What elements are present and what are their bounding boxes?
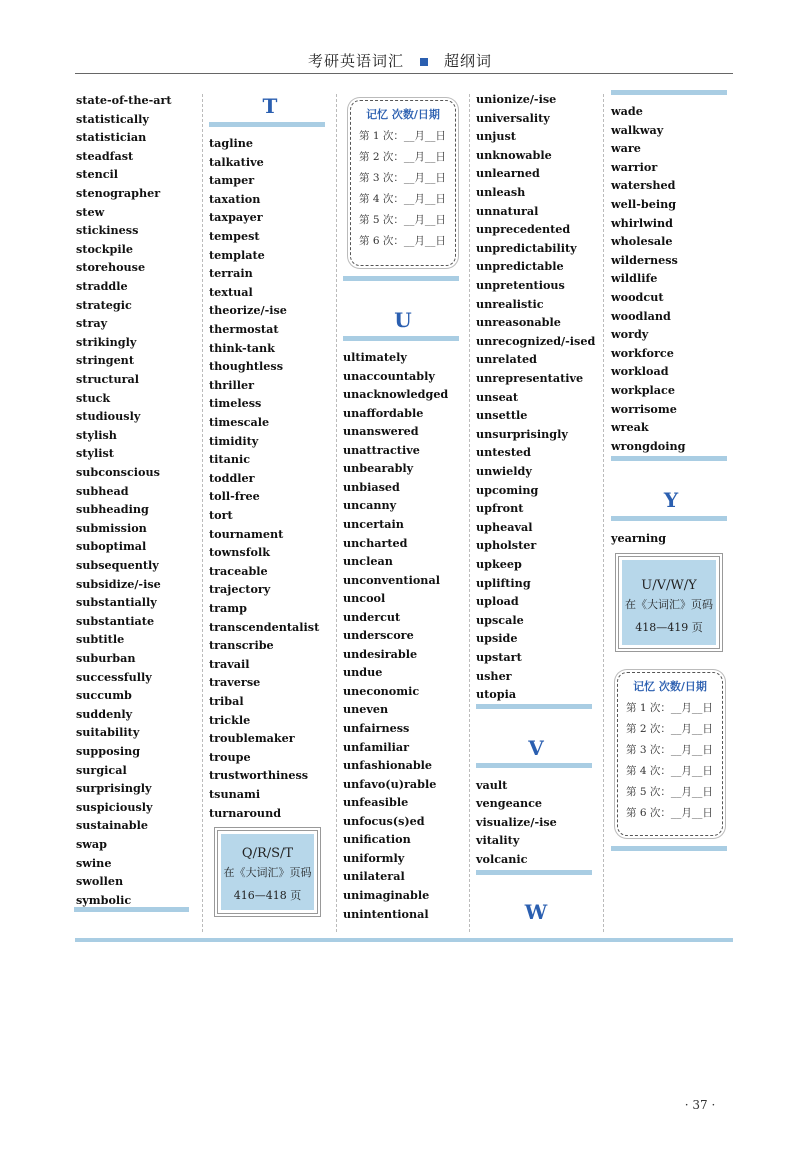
vocab-word: wrongdoing [611, 438, 686, 453]
vocab-word: usher [476, 668, 512, 683]
vocab-word: unlearned [476, 166, 540, 181]
vocab-word: upheaval [476, 519, 533, 534]
vocab-word: unjust [476, 129, 516, 144]
vocab-word: trajectory [209, 582, 271, 597]
vocab-word: troublemaker [209, 731, 295, 746]
memory-log-title: 记忆 次数/日期 [366, 108, 440, 121]
vocab-word: stockpile [76, 241, 133, 256]
vocab-word: thermostat [209, 322, 279, 336]
vocab-word: traverse [209, 675, 261, 690]
vocab-word: unrealistic [476, 296, 544, 311]
memory-log-row: 第 4 次：__月__日 [626, 765, 713, 777]
vocab-word: volcanic [476, 851, 528, 866]
vocab-word: timeless [209, 396, 262, 411]
vocab-word: tournament [209, 526, 284, 541]
vocab-word: storehouse [76, 260, 146, 275]
vocab-word: swap [76, 837, 108, 851]
ref-text: 在《大词汇》页码 [625, 598, 713, 611]
vocab-word: studiously [76, 409, 141, 424]
vocab-word: unbearably [343, 461, 414, 476]
vocab-word: unpretentious [476, 278, 565, 292]
vocab-word: suboptimal [76, 539, 147, 554]
vocab-word: uncanny [343, 498, 397, 513]
vocab-word: suitability [76, 725, 140, 740]
vocab-word: trustworthiness [209, 768, 309, 783]
vocab-word: undesirable [343, 646, 418, 661]
vocab-word: symbolic [76, 892, 132, 907]
memory-log-box [617, 672, 723, 836]
memory-log-row: 第 6 次：__月__日 [626, 807, 713, 819]
vocab-word: structural [76, 372, 140, 386]
vocab-word: suburban [76, 651, 136, 665]
vocab-word: wildlife [611, 271, 658, 286]
vocab-word: underscore [343, 628, 414, 643]
vocab-word: submission [76, 520, 147, 535]
vocab-word: unfeasible [343, 795, 409, 810]
vocab-word: warrior [611, 159, 658, 174]
memory-log-row: 第 3 次：__月__日 [359, 172, 446, 184]
vocab-word: unimaginable [343, 887, 430, 902]
vocab-word: unpredictable [476, 259, 564, 274]
memory-log-row: 第 4 次：__月__日 [359, 193, 446, 205]
vocab-word: trickle [209, 712, 251, 727]
vocab-word: transcendentalist [209, 619, 320, 634]
vocab-word: tort [209, 508, 233, 522]
section-end-bar [611, 456, 727, 461]
ref-letters: U/V/W/Y [641, 578, 697, 593]
vocab-word: unification [343, 832, 411, 847]
vocab-word: unsurprisingly [476, 426, 568, 441]
vocab-word: vengeance [476, 796, 543, 811]
vocab-word: unfairness [343, 721, 410, 735]
vocab-word: surprisingly [76, 781, 152, 796]
vocab-word: uncool [343, 591, 386, 606]
vocab-word: terrain [209, 266, 253, 281]
vocab-word: upholster [476, 538, 537, 553]
page-number: · 37 · [684, 1098, 716, 1112]
vocab-word: tagline [209, 136, 253, 150]
vocab-word: stickiness [76, 223, 139, 238]
vocab-word: uncertain [343, 516, 404, 531]
vocab-word: stencil [76, 167, 119, 182]
vocab-word: titanic [209, 452, 251, 467]
vocab-word: unrelated [476, 352, 537, 367]
header-section-title: 超纲词 [444, 52, 493, 70]
vocab-word: substantially [76, 595, 157, 610]
vocab-word: wilderness [611, 252, 678, 267]
vocab-word: unrepresentative [476, 371, 584, 385]
vocab-word: tsunami [209, 787, 261, 801]
vocab-word: transcribe [209, 638, 274, 653]
vocab-word: state-of-the-art [76, 93, 172, 107]
section-end-bar [476, 704, 592, 709]
memory-log-row: 第 6 次：__月__日 [359, 235, 446, 247]
memory-log-row: 第 2 次：__月__日 [359, 151, 446, 163]
vocab-word: unseat [476, 389, 519, 404]
vocab-word: tempest [209, 229, 260, 243]
vocab-word: thoughtless [209, 359, 283, 374]
vocab-word: subsequently [76, 558, 159, 572]
vocab-word: whirlwind [611, 215, 673, 230]
vocab-word: unattractive [343, 442, 420, 457]
vocab-word: swine [76, 855, 112, 870]
memory-log-row: 第 1 次：__月__日 [626, 702, 713, 714]
section-letter-w: W [524, 900, 548, 924]
ref-pages: 416—418 页 [233, 889, 302, 902]
page-reference-box-qrst [221, 834, 314, 910]
vocab-word: subheading [76, 502, 149, 517]
vocab-word: theorize/-ise [209, 303, 287, 318]
vocab-word: swollen [76, 874, 124, 889]
vocab-word: upstart [476, 650, 522, 664]
vocab-word: stray [76, 316, 108, 331]
section-letter-bar [611, 516, 727, 521]
vocab-word: unfashionable [343, 758, 433, 773]
vocab-word: undue [343, 665, 383, 680]
memory-log-row: 第 1 次：__月__日 [359, 130, 446, 142]
vocab-word: upfront [476, 501, 524, 516]
vocab-word: uplifting [476, 575, 531, 590]
vocab-word: stew [76, 204, 105, 219]
vocab-word: well-being [611, 197, 677, 211]
vocab-word: think-tank [209, 340, 275, 355]
vocab-word: workload [611, 364, 669, 379]
vocab-word: stenographer [76, 186, 161, 200]
vocab-word: townsfolk [209, 545, 270, 560]
vocab-word: timescale [209, 415, 270, 429]
vocab-word: unclean [343, 554, 393, 569]
vocab-word: surgical [76, 762, 127, 777]
vocab-word: visualize/-ise [476, 814, 557, 829]
section-end-bar [343, 276, 459, 281]
vocab-word: unpredictability [476, 240, 577, 255]
vocab-word: stringent [76, 353, 134, 368]
vocab-word: unbiased [343, 479, 400, 494]
vocab-word: uniformly [343, 850, 405, 865]
vocab-word: taxation [209, 191, 261, 206]
vocab-word: worrisome [611, 401, 677, 416]
memory-log-row: 第 2 次：__月__日 [626, 723, 713, 735]
vocab-word: uneconomic [343, 683, 420, 698]
square-bullet-icon [420, 58, 428, 66]
vocab-word: unanswered [343, 424, 419, 439]
vocab-word: tramp [209, 601, 247, 615]
section-letter-bar [343, 336, 459, 341]
vocab-word: unaccountably [343, 368, 435, 383]
ref-pages: 418—419 页 [635, 621, 703, 634]
vocab-word: travail [209, 656, 250, 671]
vocab-word: yearning [611, 531, 667, 545]
section-end-bar [476, 870, 592, 875]
memory-log-row: 第 3 次：__月__日 [626, 744, 713, 756]
section-letter-t: T [262, 94, 278, 118]
vocab-word: upkeep [476, 557, 522, 571]
section-letter-bar [209, 122, 325, 127]
vocab-word: ware [611, 141, 641, 156]
vocab-word: untested [476, 445, 531, 460]
section-end-bar [74, 907, 189, 912]
vocab-word: subtitle [76, 632, 125, 647]
vocab-word: uneven [343, 702, 389, 717]
bottom-rule [75, 938, 733, 942]
vocab-word: straddle [76, 279, 128, 293]
memory-log-box [350, 100, 456, 266]
vocab-word: taxpayer [209, 210, 263, 225]
vocab-word: woodland [611, 308, 671, 323]
vocab-word: succumb [76, 688, 132, 703]
vocab-word: unleash [476, 185, 526, 199]
vocab-word: textual [209, 284, 253, 299]
vocab-word: unsettle [476, 408, 528, 423]
vocab-word: utopia [476, 687, 517, 702]
vocab-word: watershed [611, 178, 676, 193]
vocab-word: turnaround [209, 805, 282, 820]
section-letter-u: U [394, 308, 412, 332]
vocab-word: upcoming [476, 482, 539, 497]
vocab-word: workforce [611, 345, 674, 360]
vocab-word: suddenly [76, 706, 133, 721]
vocab-word: workplace [611, 383, 675, 397]
vocab-word: upside [476, 631, 518, 646]
header-rule [75, 73, 733, 74]
vocab-word: subconscious [76, 465, 160, 479]
vocab-word: upload [476, 594, 519, 609]
header-book-title: 考研英语词汇 [307, 52, 404, 70]
vocab-word: statistician [76, 130, 147, 145]
vocab-word: toll-free [209, 489, 260, 504]
vocab-word: stylish [76, 427, 117, 442]
vocab-word: unionize/-ise [476, 92, 557, 106]
vocab-word: wreak [611, 420, 649, 435]
vocab-word: thriller [209, 377, 254, 392]
vocab-word: strikingly [76, 334, 137, 349]
vocab-word: stylist [76, 446, 114, 461]
vocab-word: unnatural [476, 203, 539, 218]
vocab-word: substantiate [76, 613, 155, 628]
page-header [0, 50, 800, 70]
vocab-word: unfocus(s)ed [343, 813, 425, 828]
vocab-word: undercut [343, 609, 401, 624]
vocab-word: unknowable [476, 147, 552, 162]
vocab-word: talkative [209, 154, 264, 169]
vocab-word: subsidize/-ise [76, 576, 161, 591]
vocab-word: unaffordable [343, 405, 424, 420]
vocab-word: unacknowledged [343, 387, 449, 402]
vocab-word: wordy [611, 327, 649, 342]
section-end-bar [611, 846, 727, 851]
vocab-word: unconventional [343, 572, 440, 587]
vocab-word: troupe [209, 749, 251, 764]
vocab-word: universality [476, 110, 550, 125]
section-letter-y: Y [663, 488, 679, 512]
vocab-word: tamper [209, 173, 255, 188]
vocab-word: suspiciously [76, 799, 153, 814]
vocab-word: unilateral [343, 869, 405, 884]
vocab-word: unrecognized/-ised [476, 333, 596, 348]
vocab-word: strategic [76, 297, 132, 312]
vocab-word: vitality [476, 833, 520, 848]
vocab-word: sustainable [76, 818, 148, 833]
vocab-word: supposing [76, 744, 141, 758]
vocab-word: walkway [611, 122, 664, 137]
vocab-word: unintentional [343, 906, 429, 921]
section-top-bar [611, 90, 727, 95]
vocab-word: steadfast [76, 148, 134, 163]
vocab-word: traceable [209, 563, 268, 578]
vocab-word: tribal [209, 694, 244, 708]
vocab-word: woodcut [611, 290, 664, 304]
vocab-word: wade [611, 104, 643, 118]
ref-text: 在《大词汇》页码 [223, 866, 312, 879]
vocab-word: toddler [209, 470, 255, 485]
vocab-word: subhead [76, 483, 129, 498]
memory-log-row: 第 5 次：__月__日 [359, 214, 446, 226]
vocab-word: stuck [76, 390, 111, 405]
vocab-word: wholesale [611, 234, 673, 249]
vocab-word: successfully [76, 669, 152, 684]
vocab-word: timidity [209, 433, 259, 448]
vocab-word: template [209, 247, 265, 262]
vocab-word: ultimately [343, 350, 407, 364]
memory-log-row: 第 5 次：__月__日 [626, 786, 713, 798]
vocab-word: upscale [476, 612, 524, 627]
vocab-word: vault [476, 778, 508, 792]
vocab-word: unfamiliar [343, 739, 410, 754]
vocab-word: unwieldy [476, 464, 532, 478]
vocab-word: uncharted [343, 535, 408, 550]
vocab-word: statistically [76, 111, 149, 126]
page-reference-box-uvwy [622, 560, 716, 645]
vocab-word: unprecedented [476, 222, 571, 237]
section-letter-bar [476, 763, 592, 768]
vocab-word: unfavo(u)rable [343, 776, 437, 791]
ref-letters: Q/R/S/T [241, 846, 294, 861]
vocab-word: unreasonable [476, 315, 561, 330]
memory-log-title: 记忆 次数/日期 [633, 680, 707, 693]
section-letter-v: V [528, 736, 544, 760]
